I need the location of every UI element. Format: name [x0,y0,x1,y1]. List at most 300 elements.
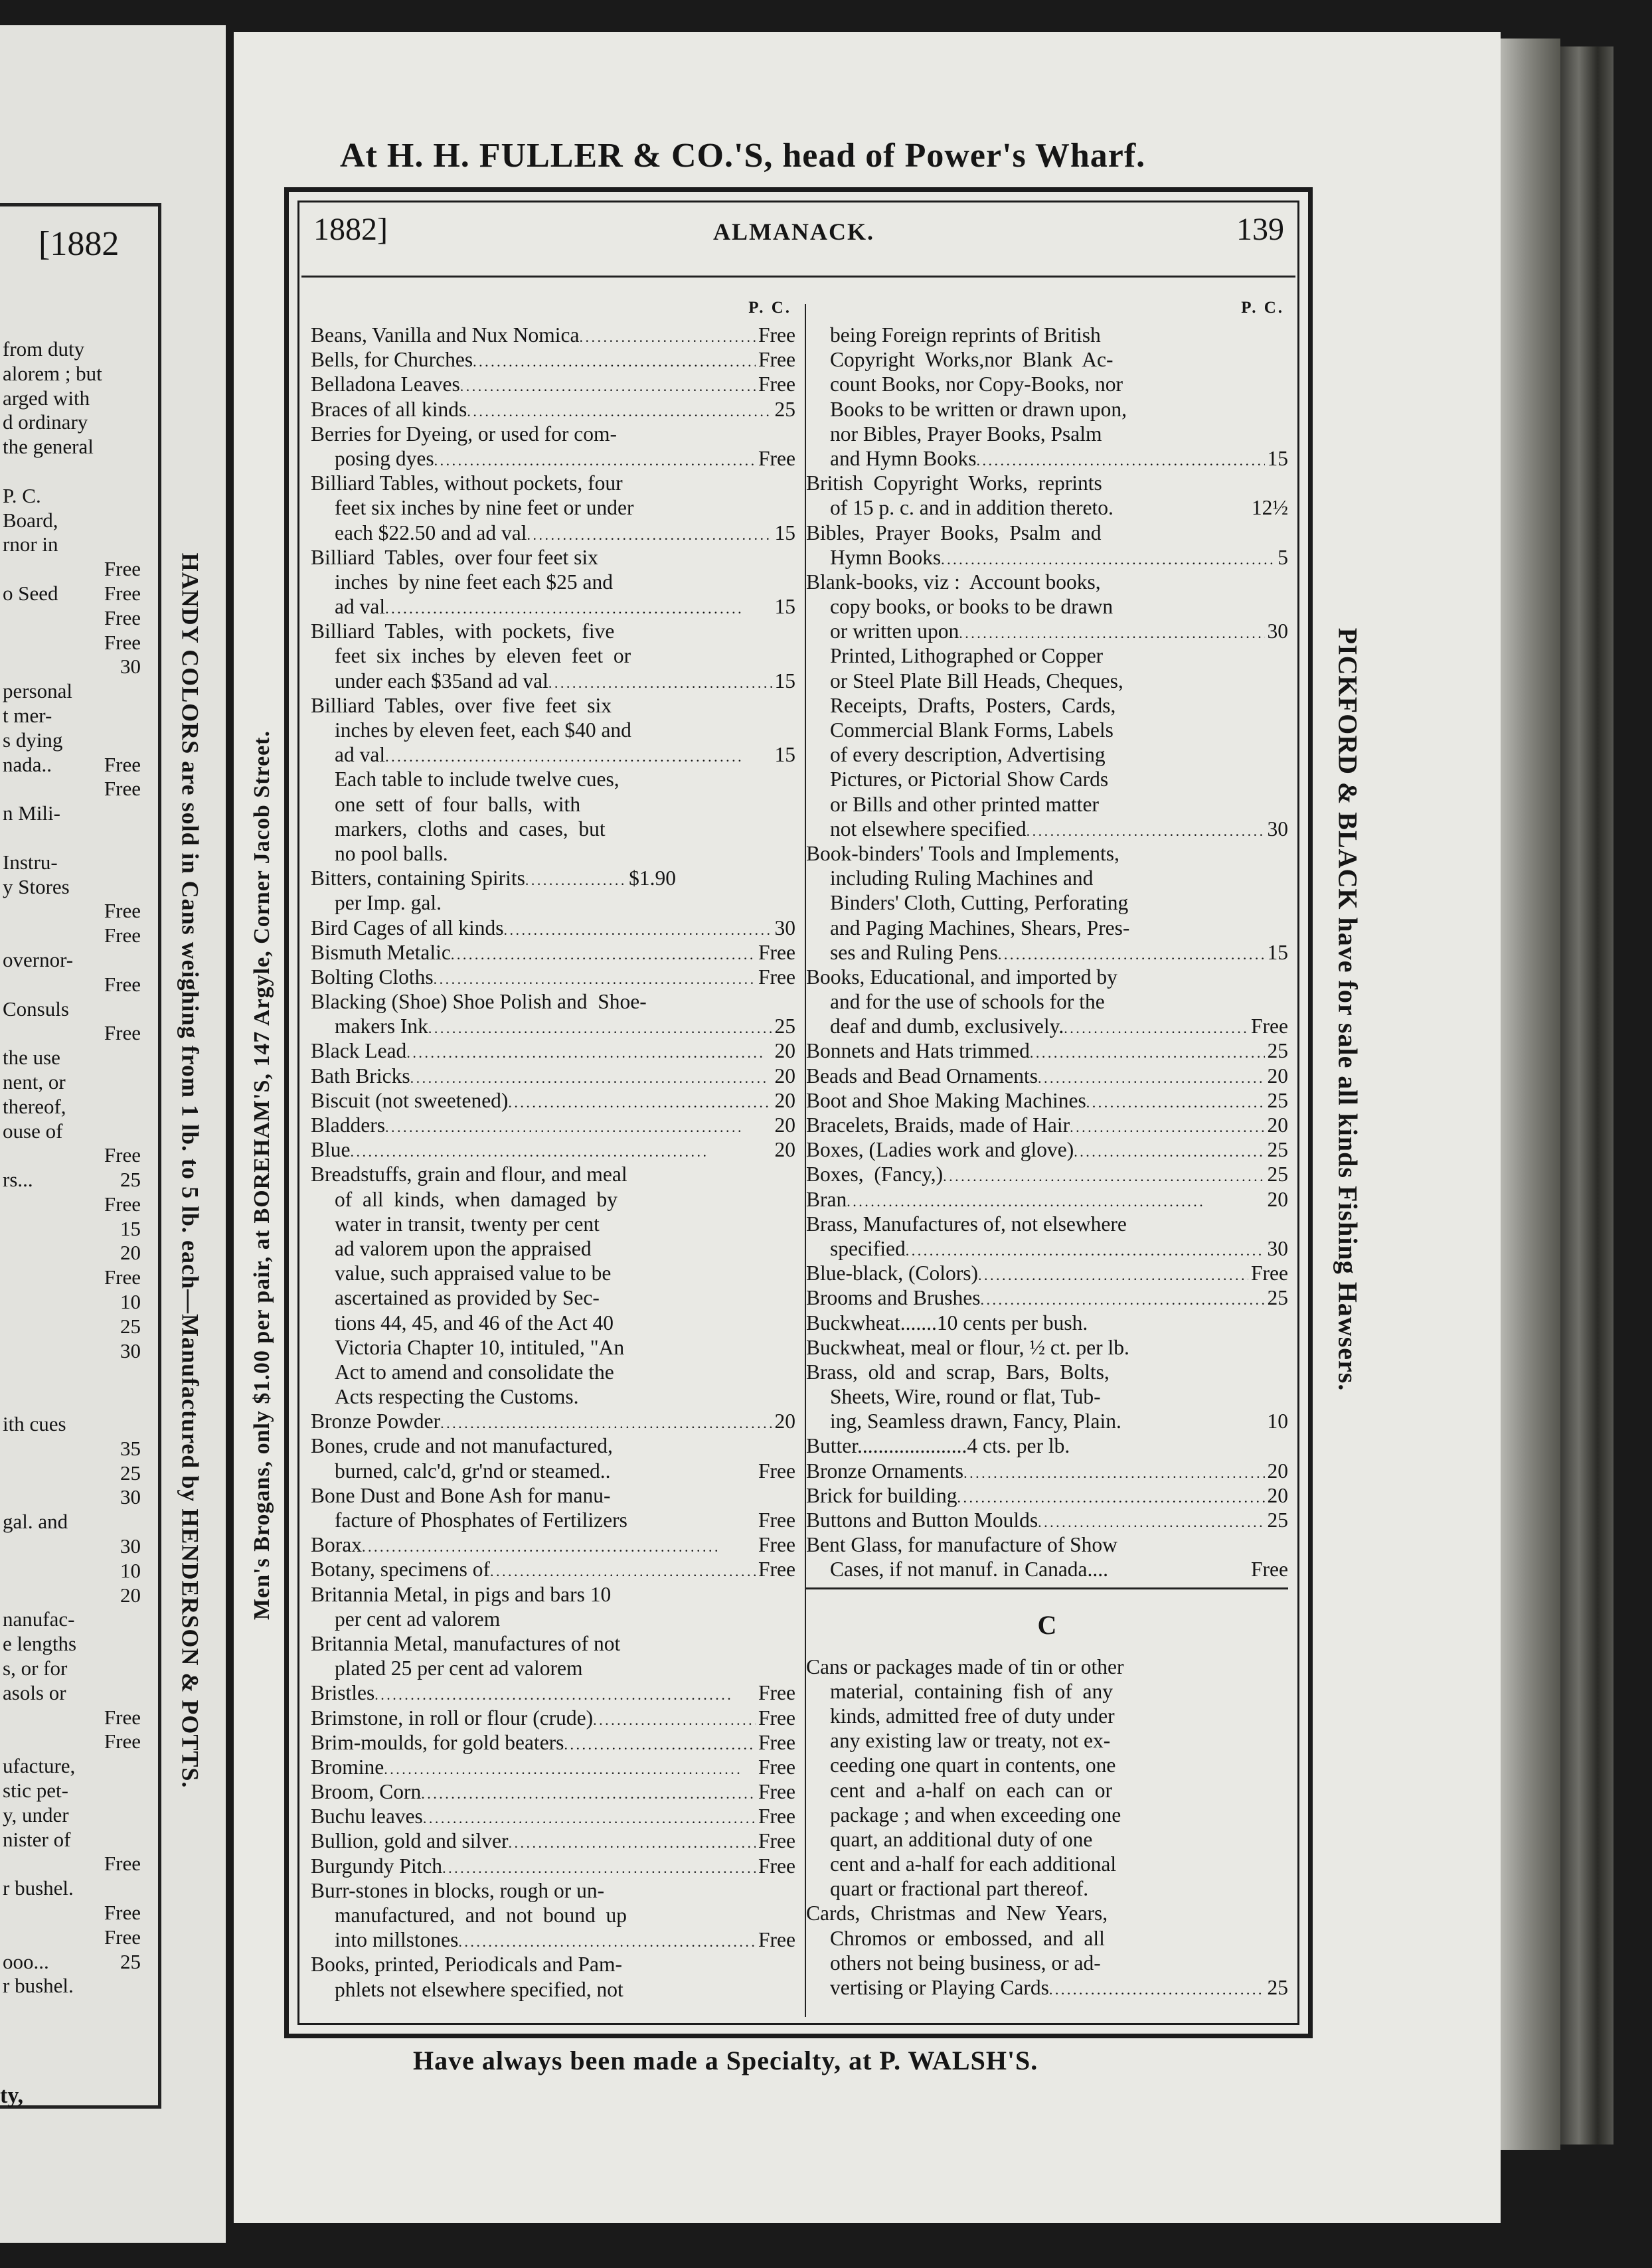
column-pc-header: P. C. [1241,299,1284,317]
duty-rate [1285,1876,1288,1901]
tariff-item-text: manufactured, and not bound up [335,1903,627,1927]
duty-rate [793,1582,795,1607]
facing-page-line [0,973,159,997]
facing-page-line [0,362,159,386]
facing-page-line [0,1607,159,1632]
facing-page-text: the use [3,1046,60,1070]
duty-rate [1285,1384,1288,1409]
dot-leader [423,1804,756,1828]
dot-leader [1027,817,1265,841]
dot-leader [451,940,756,965]
tariff-item-text: Books, printed, Periodicals and Pam- [311,1953,622,1977]
duty-rate [793,841,795,866]
duty-rate: Free [758,1558,795,1581]
dot-leader [385,594,772,619]
tariff-line [311,1285,795,1310]
tariff-item-text: Bristles [311,1681,375,1705]
facing-page-rate: Free [104,1143,141,1167]
facing-page-line [0,1315,159,1339]
dot-leader [1070,1113,1264,1137]
facing-page-line [0,924,159,948]
tariff-item-text: Burgundy Pitch [311,1854,443,1878]
facing-page-line [0,1485,159,1510]
tariff-item-text: Broom, Corn [311,1780,422,1804]
tariff-item-text: ad val [335,595,386,619]
tariff-item-text: inches by nine feet each $25 and [335,570,613,594]
duty-rate [793,890,795,915]
dot-leader [442,1854,756,1878]
tariff-line [311,1607,795,1631]
tariff-line [806,1360,1288,1384]
tariff-line [311,521,795,545]
tariff-line [311,965,795,989]
facing-page-rate: 25 [120,1168,141,1192]
tariff-column-right [806,299,1288,2000]
facing-page-line [0,1021,159,1046]
tariff-item-text: Brim-moulds, for gold beaters [311,1730,564,1754]
tariff-line [311,1532,795,1557]
facing-page-rate: 30 [120,1485,141,1509]
tariff-line [806,570,1288,594]
tariff-line [806,1778,1288,1803]
tariff-line [311,1433,795,1458]
tariff-line [806,422,1288,446]
duty-rate: 5 [1278,545,1288,569]
tariff-item-text: Bran [806,1187,847,1211]
tariff-line [806,1064,1288,1088]
duty-rate [793,1656,795,1680]
facing-page-line [0,1119,159,1144]
dot-leader [385,1113,772,1137]
tariff-line [311,643,795,668]
tariff-item-text: any existing law or treaty, not ex- [830,1729,1111,1753]
facing-page-rate: Free [104,606,141,629]
facing-page-line [0,704,159,728]
facing-page-line [0,606,159,631]
dot-leader [579,323,756,347]
tariff-line [806,545,1288,570]
duty-rate [793,767,795,791]
duty-rate [793,1360,795,1384]
tariff-line [806,693,1288,718]
tariff-item-text: water in transit, twenty per cent [335,1212,600,1236]
duty-rate: Free [758,1780,795,1804]
tariff-item-text: ceeding one quart in contents, one [830,1753,1116,1777]
dot-leader [981,1285,1265,1310]
duty-rate [1285,1679,1288,1704]
dot-leader [1086,1088,1265,1113]
facing-page-text: rnor in [3,532,58,556]
tariff-line [806,1508,1288,1532]
duty-rate: 20 [774,1138,795,1162]
tariff-item-text: material, containing fish of any [830,1679,1114,1703]
tariff-line [311,1137,795,1162]
running-head [301,211,1284,258]
tariff-item-text: and Hymn Books [830,446,977,470]
tariff-line [311,1384,795,1409]
tariff-line [311,866,795,890]
tariff-item-text: facture of Phosphates of Fertilizers [335,1508,627,1532]
tariff-line [806,1335,1288,1360]
tariff-item-text: no pool balls. [335,841,448,865]
dot-leader [963,1459,1264,1483]
duty-rate: 15 [1267,446,1288,470]
duty-rate [1285,1212,1288,1236]
dot-leader [998,940,1265,965]
tariff-line [806,1384,1288,1409]
duty-rate [1285,1901,1288,1925]
tariff-line [806,1483,1288,1508]
tariff-item-text: Bone Dust and Bone Ash for manu- [311,1483,611,1507]
tariff-item-text: Bitters, containing Spirits [311,866,525,890]
tariff-item-text: Britannia Metal, manufactures of not [311,1631,621,1655]
tariff-item-text: Bolting Cloths [311,965,434,989]
tariff-line [311,841,795,866]
tariff-line [806,890,1288,915]
tariff-line [806,965,1288,989]
tariff-item-text: Copyright Works,nor Blank Ac- [830,348,1114,372]
tariff-line [806,916,1288,940]
duty-rate [1285,594,1288,619]
duty-rate [793,1607,795,1631]
page-number: 139 [1236,212,1284,247]
facing-page-rate: Free [104,630,141,654]
tariff-item-text: quart, an additional duty of one [830,1827,1093,1851]
duty-rate [793,422,795,446]
tariff-line [311,940,795,965]
dot-leader [410,1064,772,1088]
facing-page-rate: 25 [120,1461,141,1485]
tariff-item-text: kinds, admitted free of duty under [830,1704,1115,1728]
tariff-line [806,1728,1288,1753]
tariff-item-text: Blacking (Shoe) Shoe Polish and Shoe- [311,990,647,1014]
duty-rate: 15 [774,669,795,692]
tariff-item-text: Brick for building [806,1483,957,1507]
facing-page-line [0,1095,159,1119]
dot-leader [508,1828,756,1853]
facing-page-rate: Free [104,777,141,801]
tariff-line [806,446,1288,471]
facing-page-rate: Free [104,924,141,947]
duty-rate [1285,767,1288,791]
tariff-item-text: Boot and Shoe Making Machines [806,1088,1086,1112]
tariff-line [311,1236,795,1261]
tariff-item-text: into millstones [335,1928,459,1952]
tariff-line [311,1088,795,1113]
duty-rate [1285,1655,1288,1679]
tariff-item-text: Bladders [311,1113,385,1137]
dot-leader [473,347,756,372]
facing-page-text: Consuls [3,997,69,1020]
tariff-line [311,1927,795,1952]
dot-leader [906,1236,1265,1261]
facing-page-line [0,1217,159,1242]
tariff-line [311,594,795,619]
facing-page-line [0,1265,159,1290]
tariff-line [311,446,795,471]
duty-rate: 25 [1267,1138,1288,1162]
tariff-line [806,643,1288,668]
tariff-item-text: Black Lead [311,1039,407,1063]
facing-page-line [0,753,159,777]
duty-rate [1285,742,1288,767]
tariff-line [806,669,1288,693]
duty-rate: 20 [774,1113,795,1137]
tariff-item-text: copy books, or books to be drawn [830,595,1114,619]
duty-rate: 20 [774,1039,795,1063]
tariff-line [806,1038,1288,1063]
tariff-line [311,1014,795,1038]
tariff-line [311,1508,795,1532]
facing-page-text: ouse of [3,1119,63,1143]
tariff-line [311,1779,795,1804]
tariff-line [311,397,795,422]
tariff-item-text: Brimstone, in roll or flour (crude) [311,1706,594,1730]
duty-rate [793,718,795,742]
tariff-item-text: Books, Educational, and imported by [806,965,1117,989]
duty-rate [1285,916,1288,940]
tariff-item-text: per Imp. gal. [335,891,442,915]
duty-rate: 20 [1267,1459,1288,1483]
facing-page-line [0,1559,159,1583]
tariff-line [806,495,1288,520]
tariff-item-text: Bent Glass, for manufacture of Show [806,1533,1117,1557]
tariff-line [806,594,1288,619]
tariff-line [311,1483,795,1508]
facing-page-line [0,1828,159,1852]
page-footer-advert: Have always been made a Specialty, at P. WALSH'S. [413,2046,1038,2075]
dot-leader [384,1755,756,1779]
dot-leader [406,1038,772,1063]
facing-page-line [0,582,159,606]
dot-leader [1074,1137,1264,1162]
tariff-line [311,619,795,643]
tariff-line [311,1755,795,1779]
dot-leader [1049,1975,1265,2000]
tariff-item-text: Cards, Christmas and New Years, [806,1902,1108,1925]
facing-page-rate: 25 [120,1314,141,1338]
duty-rate: 12½ [1251,496,1288,520]
tariff-line [806,718,1288,742]
facing-page-line [0,1779,159,1803]
tariff-item-text: count Books, nor Copy-Books, nor [830,372,1123,396]
tariff-line [311,1952,795,1977]
duty-rate [1285,643,1288,668]
duty-rate [793,1977,795,2002]
dot-leader [977,446,1265,471]
tariff-item-text: British Copyright Works, reprints [806,471,1102,495]
duty-rate: 30 [1267,619,1288,643]
tariff-line [806,1236,1288,1261]
tariff-line [311,1360,795,1384]
duty-rate [1285,669,1288,693]
duty-rate [793,1285,795,1310]
tariff-line [806,1704,1288,1728]
running-head-title: ALMANACK. [713,218,874,245]
facing-page-rate: Free [104,1265,141,1289]
duty-rate [1285,1360,1288,1384]
tariff-item-text: one sett of four balls, with [335,792,581,816]
facing-page-line [0,875,159,900]
tariff-item-text: Sheets, Wire, round or flat, Tub- [830,1385,1101,1409]
tariff-item-text: Chromos or embossed, and all [830,1926,1105,1950]
facing-page-rate: Free [104,1021,141,1045]
facing-page-line [0,801,159,826]
tariff-line [311,718,795,742]
tariff-line [806,1655,1288,1679]
tariff-item-text: Billiard Tables, over five feet six [311,693,612,717]
tariff-item-text: Cases, if not manuf. in Canada.... [830,1558,1109,1581]
tariff-line [311,1459,795,1483]
tariff-line [311,767,795,791]
tariff-item-text: and for the use of schools for the [830,990,1105,1014]
facing-page-text: nanufac- [3,1607,75,1631]
facing-page-rate: 10 [120,1558,141,1582]
section-rule [806,1587,1288,1589]
facing-page-rate: Free [104,1192,141,1216]
tariff-item-text: per cent ad valorem [335,1607,501,1631]
duty-rate [793,693,795,718]
dot-leader [593,1706,756,1730]
tariff-line [311,792,795,817]
duty-rate: Free [758,1755,795,1779]
duty-rate: 15 [774,595,795,619]
tariff-line [806,1187,1288,1212]
facing-page-line [0,1730,159,1754]
facing-page-rate: 30 [120,655,141,679]
facing-page-text: nent, or [3,1070,66,1094]
duty-rate: Free [758,1854,795,1878]
duty-rate [1285,1335,1288,1360]
duty-rate [793,1236,795,1261]
tariff-item-text: Blue-black, (Colors) [806,1261,978,1285]
facing-page-rate: 20 [120,1583,141,1607]
tariff-item-text: burned, calc'd, gr'nd or steamed.. [335,1459,611,1483]
facing-page-text: r bushel. [3,1876,74,1900]
tariff-item-text: Bromine [311,1755,384,1779]
tariff-item-text: or written upon [830,619,959,643]
tariff-item-text: Book-binders' Tools and Implements, [806,841,1119,865]
dot-leader [1030,1038,1265,1063]
duty-rate: Free [758,1805,795,1828]
dot-leader [458,1927,756,1952]
dot-leader [421,1779,756,1804]
tariff-item-text: vertising or Playing Cards [830,1976,1049,1999]
tariff-line [806,619,1288,643]
tariff-item-text: Butter.....................4 cts. per lb. [806,1434,1070,1458]
duty-rate [1285,1827,1288,1852]
tariff-item-text: Billiard Tables, without pockets, four [311,471,623,495]
duty-rate: 15 [774,743,795,767]
facing-page-text: e lengths [3,1632,77,1656]
duty-rate: 25 [1267,1163,1288,1186]
facing-page-line [0,1876,159,1901]
duty-rate [1285,323,1288,347]
tariff-line [806,397,1288,422]
duty-rate: Free [758,348,795,372]
facing-page-line [0,1339,159,1364]
duty-rate: 25 [1267,1508,1288,1532]
tariff-item-text: Bonnets and Hats trimmed [806,1039,1030,1063]
duty-rate [793,1261,795,1285]
facing-page-rate: 35 [120,1436,141,1460]
tariff-column-left [311,299,795,2002]
tariff-item-text: nor Bibles, Prayer Books, Psalm [830,422,1102,446]
tariff-line [806,1827,1288,1852]
duty-rate [1285,570,1288,594]
tariff-item-text: Bullion, gold and silver [311,1829,509,1853]
facing-page-line [0,1363,159,1388]
tariff-item-text: Act to amend and consolidate the [335,1360,614,1384]
facing-page-text: overnor- [3,947,74,971]
duty-rate: 30 [774,916,795,939]
tariff-item-text: Pictures, or Pictorial Show Cards [830,768,1109,791]
facing-page-line [0,679,159,704]
tariff-item-text: Commercial Blank Forms, Labels [830,718,1114,742]
facing-page-rate: Free [104,972,141,996]
tariff-line [806,1557,1288,1581]
tariff-line [311,1311,795,1335]
tariff-line [806,521,1288,545]
tariff-item-text: ses and Ruling Pens [830,940,998,964]
facing-page-line [0,1070,159,1095]
duty-rate [1285,866,1288,890]
facing-page-rate: Free [104,1901,141,1924]
duty-rate: 25 [774,397,795,421]
tariff-item-text: Bronze Ornaments [806,1459,964,1483]
facing-page-bottom-text: ty, [0,2083,23,2108]
duty-rate: 10 [1267,1410,1288,1433]
tariff-item-text: ad val [335,743,386,767]
duty-rate [1285,1311,1288,1335]
duty-rate [1285,521,1288,545]
tariff-line [806,817,1288,841]
duty-rate [793,545,795,570]
tariff-line [311,1656,795,1680]
tariff-item-text: Bronze Powder [311,1410,441,1433]
duty-rate: Free [758,1706,795,1730]
tariff-item-text: Receipts, Drafts, Posters, Cards, [830,693,1116,717]
facing-page-rate: Free [104,1925,141,1949]
duty-rate: 25 [774,1014,795,1038]
tariff-line [311,1261,795,1285]
tariff-item-text: Buckwheat, meal or flour, ½ ct. per lb. [806,1335,1129,1359]
duty-rate [1285,1704,1288,1728]
facing-page-rate: 30 [120,1534,141,1558]
tariff-line [806,1014,1288,1038]
facing-page-line [0,1852,159,1876]
tariff-item-text: Belladona Leaves [311,372,460,396]
tariff-line [806,1162,1288,1186]
tariff-item-text: of every description, Advertising [830,743,1106,767]
tariff-item-text: Bells, for Churches [311,348,473,372]
tariff-item-text: not elsewhere specified [830,817,1027,841]
tariff-item-text: of all kinds, when damaged by [335,1187,618,1211]
tariff-item-text: or Bills and other printed matter [830,792,1100,816]
tariff-line [311,1706,795,1730]
tariff-item-text: Buttons and Button Moulds [806,1508,1038,1532]
tariff-item-text: inches by eleven feet, each $40 and [335,718,631,742]
facing-page-text: ith cues [3,1412,66,1436]
dot-leader [385,742,772,767]
facing-page-year: [1882 [39,225,120,263]
tariff-item-text: Brass, Manufactures of, not elsewhere [806,1212,1127,1236]
tariff-line [311,1878,795,1903]
side-advert-right: PICKFORD & BLACK have for sale all kinds Fishing Hawsers. [1333,627,1363,1391]
facing-page-text: d ordinary [3,410,88,434]
facing-page-line [0,631,159,655]
tariff-line [806,940,1288,965]
